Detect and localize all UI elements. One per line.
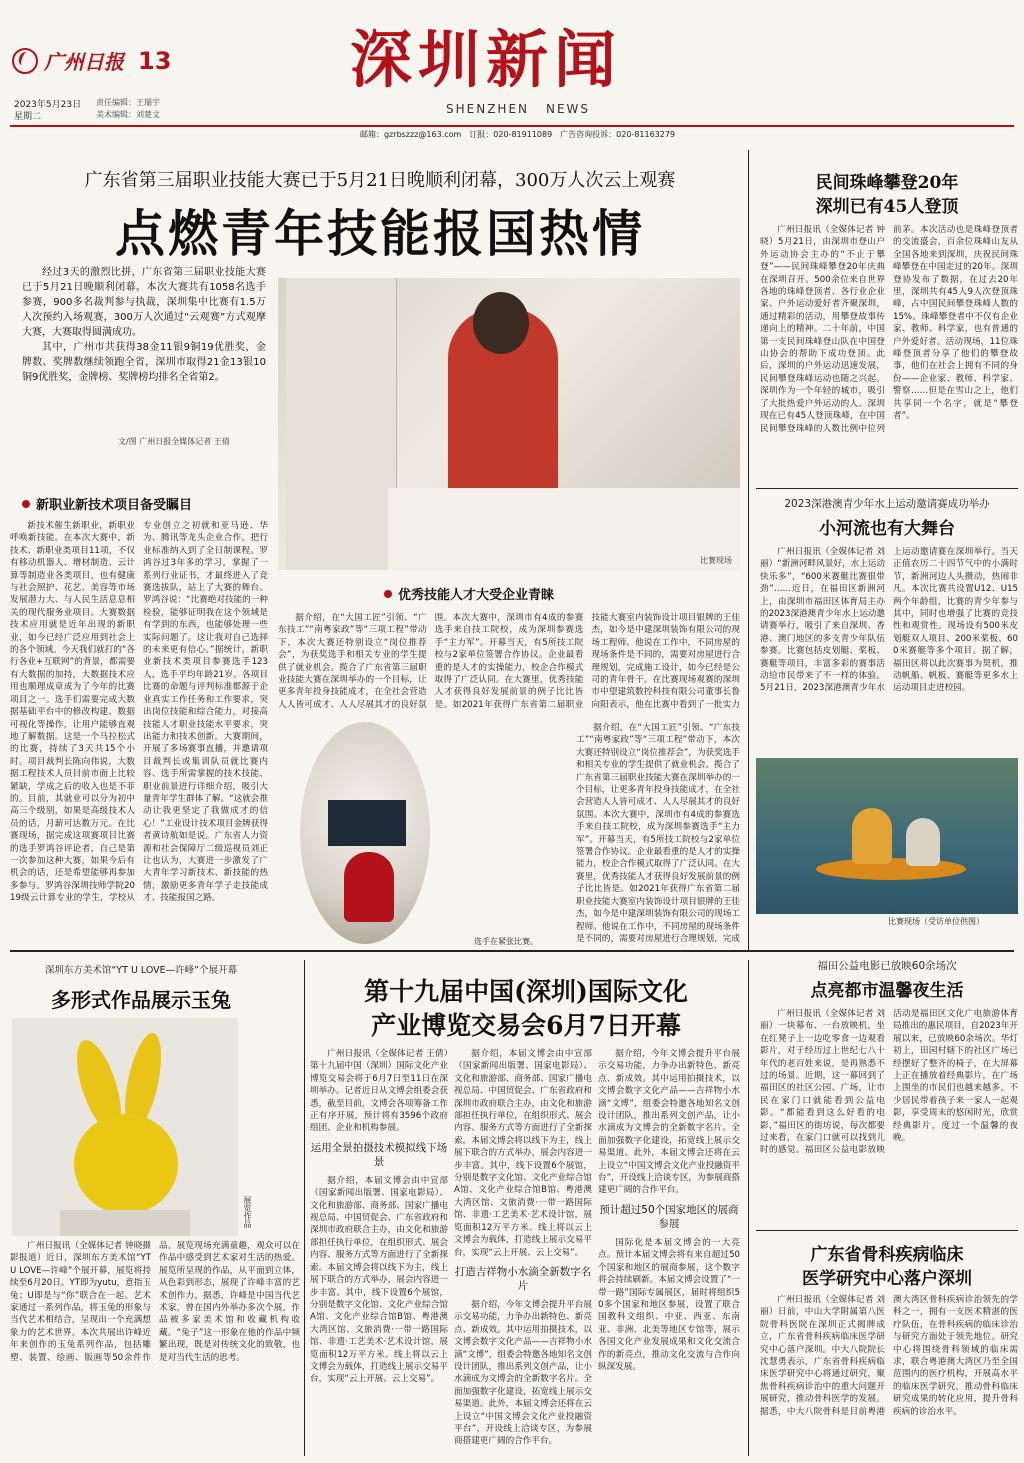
- right-divider-1: [756, 488, 1018, 489]
- center-body-col1: 广州日报讯（全媒体记者 王倩）第十九届中国（深圳）国际文化产业博览交易会将于6月7日至11日在深圳举办。记者近日从文博会组委会获悉，截至目前，文博会各项筹备工作正有序开展，预计将有3596个政府组团、企业和机构参展。 运用全景拍摄技术模拟线下场景 据介绍，本届文博会由中宣部（国家新闻出版署、国家电影局）、文化和旅游部、商务部、国家广播电视总局、中国贸促会、广东省政府和深圳市政府联合主办，由文化和旅游部担任执行单位，在组织形式、展会内容、服务方式等方面进行了全新探索。本届文博会将以线下为主，线上展下联合的方式举办，展会内容进一步丰富。其中，线下设置6个展馆，分别是数字文化馆、文化产业综合馆A馆、文化产业综合馆B馆、粤港澳大湾区馆、文旅消费·一带一路国际馆、非遗·工艺美术·艺术设计馆，展览面积12万平方米。线上将以云上文博会为载体，打造线上展示交易平台，实现“云上开展、云上交易”。: [310, 1049, 448, 1385]
- designer-credit: 美术编辑：刘楚文: [96, 110, 160, 119]
- contact-line: 邮箱：gzrbszzz@163.com 订报：020-81911089 广告咨询投诉：020-81163279: [360, 130, 676, 139]
- monitor-shape: [328, 800, 406, 846]
- bullet-dot-icon: [384, 590, 392, 598]
- main-headline: 点燃青年技能报国热情: [115, 204, 645, 263]
- main-byline: 文/图 广州日报全媒体记者 王倩: [118, 437, 230, 446]
- editor-credit: 责任编辑：王瑞宇: [96, 98, 160, 107]
- page-number: 13: [138, 47, 172, 75]
- second-photo-caption: 选手在紧张比赛。: [474, 937, 538, 946]
- column-divider: [748, 150, 749, 950]
- right-headline-2: 深圳已有45人登顶: [815, 197, 959, 217]
- second-photo: [300, 722, 430, 944]
- main-kicker: 广东省第三届职业技能大赛已于5月21日晚顺利闭幕，300万人次云上观赛: [84, 170, 676, 191]
- masthead: [0, 0, 1024, 150]
- page-divider: [10, 950, 1014, 952]
- rabbit-head: [74, 1114, 178, 1214]
- bottom-divider-left: [304, 960, 305, 1456]
- main-lead-p2: 其中，广州市共获得38金11银9铜19优胜奖，金牌数、奖牌数继续领跑全省，深圳市取得21金13银10铜9优胜奖，金牌榜、奖牌榜均排名全省第2。: [22, 342, 266, 383]
- worker-head: [473, 292, 529, 354]
- sec2-body-upper: 据介绍，在“大国工匠”引领、“广东技工”“南粤家政”等“三项工程”带动下，本次大赛还特别设立“岗位推荐会”，为获奖选手和相关专业的学生提供了就业机会。揽合了广东省第三届职业技能大赛在深圳举办的一个目标，让更多青年投身技能成才，在全社会营造人人皆可成才、人人尽展其才的良好氛围。本次大赛中，深圳市有4成的参赛选手来自技工院校，成为深圳参赛选手“主力军”。开幕当天，有5所技工院校与2家单位签署合作协议。企业最看重的是人才的实操能力，校企合作模式取得了广泛认同。在大赛里，优秀技能人才获得良好发展前景的例子比比皆是。如2021年获得广东省第二届职业技能大赛室内装饰设计项目银牌的王佳杰，如今是中建深圳装饰有限公司的现场工程师。他说在工作中，不同房屋的现场条件是不同的，需要对房屋进行合理规划，完成施工设计，如今已经是公司的青年骨干。在比赛现场观赛的深圳市中望建筑数控科技有限公司董事长鲁向阳表示，他在比赛中看到了一批实力: [278, 613, 740, 710]
- main-lead-p1: 经过3天的激烈比拼，广东省第三届职业技能大赛已于5月21日晚顺利闭幕。本次大赛共有1058名选手参赛，900多名裁判参与执裁，深圳集中比赛有1.5万人次预约入场观赛，300万人次通过“云观赛”方式观摩大赛，大赛取得圆满成功。: [22, 267, 266, 338]
- right-headline-3: 小河流也有大舞台: [819, 519, 955, 539]
- main-photo: [278, 278, 740, 570]
- center-headline-2: 产业博览交易会6月7日开幕: [371, 1011, 681, 1040]
- right-headline-4: 点亮都市温馨夜生活: [810, 981, 964, 1001]
- sec2-title: 优秀技能人才大受企业青睐: [384, 584, 554, 603]
- right-body-1: 广州日报讯（全媒体记者 钟晓）5月21日，由深圳市登山户外运动协会主办的“不止于攀登”——民间珠峰攀登20年庆典在深圳召开。500余位来自世界各地的珠峰登顶者、各行业企业家、户外运动爱好者齐聚深圳，通过精彩的活动，用攀登故事传递向上的精神。二十年前，中国第一支民间珠峰登山队在中国登山协会的帮助下成功登顶。此后，深圳的户外运动迅速发展，民间攀登珠峰运动也随之兴起。深圳作为一个年轻的城市，吸引了大批热爱户外运动的人。深圳现在已有45人登顶珠峰，在中国民间攀登珠峰的人数比例中位列前茅。本次活动也是珠峰登顶者的交流盛会，百余位珠峰山友从全国各地来到深圳，庆祝民间珠峰攀登在中国走过的20年。深圳登协发布了数据，在过去20年里，深圳共有45人9人次登顶珠峰，占中国民间攀登珠峰人数的15%。珠峰攀登者中不仅有企业家、教师、科学家，也有普通的户外爱好者。活动现场，11位珠峰登顶者分享了他们的攀登故事，他们在社会上拥有不同的身份——企业家、教师、科学家、警察……但是在雪山之上，他们共享同一个名字，就是“攀登者”。: [760, 225, 1018, 434]
- rower-figure-2: [906, 818, 940, 866]
- sec1-title: 新职业新技术项目备受瞩目: [22, 494, 192, 513]
- rowing-photo: [756, 758, 1018, 914]
- section-en-1: SHENZHEN: [446, 102, 530, 116]
- rabbit-pedestal: [60, 1210, 190, 1236]
- bottom-left-headline: 多形式作品展示玉兔: [51, 988, 231, 1012]
- right-headline-1: 民间珠峰攀登20年: [815, 173, 959, 193]
- fabric-table: [388, 488, 740, 570]
- sec1-body: 新技术催生新职业，新职业呼唤新技能。在本次大赛中，新技术、新职业类项目11项，不仅有移动机器人、增材制造、云计算等制造业各类项目，也有健康与社会照护、花艺、美容等市场发展潜力大、与人民生活息息相关的现代服务业项目。大赛数据技术应用就是近年出现的新职业，如今已经广泛应用到社会上的各个领域。今天我们就打的“各行各业+互联网”的背景，都需要有大数据的加持，大数据技术应用也顺理成章成为了今年的比赛项目之一。选手们需要完成大数据基础平台中的修改构建、数据可视化等操作，让用户能够直观地了解数据。这是一个马拉松式的比赛，持续了3天共15个小时。项目裁判长陈向伟说，大数据工程技术人员目前市面上比较紧缺，学成之后的收入也是不菲的。目前，其就业可以分为初中高三个级别，如果是高级技术人员的话，月薪可达数万元。在比赛现场，据完成这项赛项目比赛的选手罗鸿谷评论者，自己是第一次参加这种大赛，如果今后有机会的话，还是希望能够再参加多参与。罗鸿谷深圳技师学院2019级云计算专业的学生，学校从专业创立之初就和亚马逊、华为、腾讯等龙头企业合作，把行业标准纳入到了全日制课程。罗鸿谷过3年多的学习，掌握了一系列行业证书，才最终进入了竞赛选拔队，站上了大赛的舞台。罗鸿谷说：“比赛绝对技能的一种检验，能够证明我在这个领域是有学到的东西，也能够处理一些实际问题了。这让我对自己选择的未来更有信心。”据统计，新职业新技术类项目参赛选手123人，选手平均年龄21岁。各项目比赛的命题与评判标准都源于企业真实工作任务和工作要求，突出岗位技能和综合能力，对接高技能人才职业技能水平要求，突出能力和技术创新。大赛期间，开展了多场赛事直播，并邀请项目裁判长或集训队员就比赛内容、选手所需掌握的技术技能、职业前景进行详细介绍，吸引大量青年学生群体了解。“这就会推动让我更坚定了我做成才的信心！”工业设计技术项目金牌获得者黄诗航如是说。广东省人力资源和社会保障厅二级巡视员刘正让也认为，大赛进一步激发了广大青年学习新技术、新技能的热情，激励更多青年学子走技能成才、技能报国之路。: [10, 521, 268, 904]
- bottom-left-body: 广州日报讯（全媒体记者 钟晓摄影报道）近日，深圳东方美术馆“YT U LOVE—许峰”个展开幕，展览将持续至6月20日。YT即为yutu，意指玉兔；U即是与“你”联合在一起。艺术家通过一系列作品，将玉兔的形象与当代艺术相结合，呈现出一个充满想象力的艺术世界。本次共展出许峰近年来创作的玉兔系列作品，包括雕塑、装置、绘画、版画等50余件作品。展览现场充满童趣，观众可以在作品中感受到艺术家对生活的热爱。展览所呈现的作品，从平面到立体，从色彩到形态，展现了许峰丰富的艺术创作力。据悉，许峰是中国当代艺术家，曾在国内外举办多次个展，作品被多家美术馆和收藏机构收藏。“兔子”这一形象在他的作品中频繁出现，既是对传统文化的致敬，也是对当代生活的思考。: [10, 1241, 300, 1363]
- right-body-3: 广州日报讯（全媒体记者 刘丽）一块幕布、一台放映机，坐在红凳子上一边吃零食一边观看影片，对于经历过上世纪七八十年代的老百姓来说，是再熟悉不过的场景。近期，这一幕回到了福田区的社区公园、广场，让市民在家门口就能看到公益电影。“都能看到这么好看的电影，”福田区的街坊说，每次都要过来看，在家门口就可以找到儿时的感觉。福田区公益电影放映活动是福田区文化广电旅游体育局推出的惠民项目，自2023年开展以来，已放映60余场次。华灯初上，田园村辖下的社区广场已经摆好了整齐的椅子，在大屏幕上正在播放着经典影片，在广场上围坐的市民们也越来越多，不少居民带着孩子来一家人一起观影，享受周末的悠闲时光，欣赏经典影片，度过一个温馨的夜晚。: [760, 1009, 1018, 1156]
- right-divider-2: [756, 1230, 1018, 1231]
- right-kicker-3: 福田公益电影已放映60余场次: [817, 960, 957, 972]
- issue-weekday: 星期二: [14, 112, 42, 122]
- right-body-4: 广州日报讯（全媒体记者 刘丽）日前，中山大学附属第八医院骨科医院在深圳正式揭牌成立，广东省骨科疾病临床医学研究中心落户深圳。中大八院院长沈慧勇表示，广东省骨科疾病临床医学研究中心将通过研究，聚焦骨科疾病诊治中的重大问题开展研究，推动骨科医学的发展。据悉，中大八院骨科是目前粤港澳大湾区骨科疾病诊治领先的学科之一，拥有一支医术精湛的医疗队伍，在骨科疾病的临床诊治与研究方面处于领先地位。研究中心将围绕骨科领域的临床需求，联合粤港澳大湾区乃至全国范围内的医疗机构，开展高水平的临床医学研究，推动骨科临床研究成果的转化应用，提升骨科疾病的诊治水平。: [760, 1295, 1018, 1417]
- issue-date: 2023年5月23日: [14, 100, 82, 110]
- main-lead: [22, 265, 266, 385]
- rowing-photo-caption: 比赛现场（受访单位供图）: [888, 917, 984, 926]
- masthead-divider: [10, 125, 1014, 127]
- right-headline-6: 医学研究中心落户深圳: [802, 1269, 972, 1289]
- right-body-2: 广州日报讯（全媒体记者 刘丽）“新洲河畔风景好，水上运动快乐多”，“600米赛艇比赛很带劲”……近日，在福田区新洲河上，由深圳市福田区体育局主办的2023深港澳青少年水上运动邀请赛举行，吸引了来自深圳、香港、澳门地区的多支青少年队伍参赛。比赛包括皮划艇、桨板、赛艇等项目，丰富多彩的赛事活动给市民带来了不一样的体验。5月21日，2023深港澳青少年水上运动邀请赛在深圳举行。当天正值农历二十四节气中的小满时节，新洲河边人头攒动，热闹非凡。本次比赛共设置U12、U15两个年龄组，比赛的青少年参与其中，同时也增强了比赛的竞技性和观赏性。现场设有500米皮划艇双人项目、200米桨板、600米赛艇等多个项目。据了解，福田区将以此次赛事为契机，推动帆船、帆板、赛艇等更多水上运动项目走进校园。: [760, 547, 1018, 694]
- contestant-figure: [344, 852, 394, 922]
- section-en-2: NEWS: [546, 102, 591, 116]
- center-sub-3: 预计超过50个国家地区的展商参展: [599, 1203, 739, 1230]
- rower-figure: [852, 808, 892, 864]
- mannequin-shape: [286, 278, 397, 570]
- center-headline-1: 第十九届中国(深圳)国际文化: [364, 977, 688, 1006]
- bottom-left-kicker: 深圳东方美术馆“YT U LOVE—许峰”个展开幕: [44, 965, 238, 976]
- bullet-dot-icon: [22, 500, 30, 508]
- sec2-body-lower: 据介绍，在“大国工匠”引领、“广东技工”“南粤家政”等“三项工程”带动下，本次大赛还特别设立“岗位推荐会”，为获奖选手和相关专业的学生提供了就业机会。揽合了广东省第三届职业技能大赛在深圳举办的一个目标，让更多青年投身技能成才，在全社会营造人人皆可成才、人人尽展其才的良好氛围。本次大赛中，深圳市有4成的参赛选手来自技工院校，成为深圳参赛选手“主力军”。开幕当天，有5所技工院校与2家单位签署合作协议。企业最看重的是人才的实操能力，校企合作模式取得了广泛认同。在大赛里，优秀技能人才获得良好发展前景的例子比比皆是。如2021年获得广东省第二届职业技能大赛室内装饰设计项目银牌的王佳杰，如今是中建深圳装饰有限公司的现场工程师。他说在工作中，不同房屋的现场条件是不同的，需要对房屋进行合理规划，完成: [576, 723, 740, 944]
- paper-name: 广州日报: [44, 50, 124, 74]
- paper-logo: [12, 46, 124, 75]
- center-sub-1: 运用全景拍摄技术模拟线下场景: [310, 1141, 448, 1168]
- center-body-col2: 据介绍，本届文博会由中宣部（国家新闻出版署、国家电影局）、文化和旅游部、商务部、国家广播电视总局、中国贸促会、广东省政府和深圳市政府联合主办，由文化和旅游部担任执行单位，在组织形式、展会内容、服务方式等方面进行了全新探索。本届文博会将以线下为主，线上展下联合的方式举办，展会内容进一步丰富。其中，线下设置6个展馆，分别是数字文化馆、文化产业综合馆A馆、文化产业综合馆B馆、粤港澳大湾区馆、文旅消费·一带一路国际馆、非遗·工艺美术·艺术设计馆，展览面积12万平方米。线上将以云上文博会为载体，打造线上展示交易平台，实现“云上开展、云上交易”。 打造吉祥物小水滴全新数字名片 据介绍，今年文博会提升平台展示交易功能，力争办出新特色、新亮点、新成效。其中运用拍摄技术，以文博会数字文化产品——吉祥物小水滴“文博”，组委会特邀各地知名文创设计团队，推出系列文创产品，让小水滴成为文博会的全新数字名片。全面加强数字化建设，拓宽线上展示交易渠道。此外，本届文博会还将在云上设立“中国文博会文化产业投融资平台”，开设线上洽谈专区，为参展商搭建更广阔的合作平台。: [454, 1049, 592, 1447]
- rabbit-sculpture-photo: [12, 1018, 238, 1236]
- center-sub-2: 打造吉祥物小水滴全新数字名片: [454, 1265, 592, 1292]
- right-kicker-2: 2023深港澳青少年水上运动邀请赛成功举办: [784, 498, 990, 510]
- rabbit-photo-caption: 展览作品: [243, 1196, 252, 1228]
- section-title: 深圳新闻: [350, 23, 623, 96]
- paper-logo-icon: [12, 48, 38, 74]
- main-photo-caption: 比赛现场: [700, 556, 732, 565]
- right-headline-5: 广东省骨科疾病临床: [810, 1245, 964, 1265]
- bottom-divider-right: [748, 960, 749, 1456]
- center-body-col3: 据介绍，今年文博会提升平台展示交易功能，力争办出新特色、新亮点、新成效。其中运用拍摄技术，以文博会数字文化产品——吉祥物小水滴“文博”，组委会特邀各地知名文创设计团队，推出系列文创产品，让小水滴成为文博会的全新数字名片。全面加强数字化建设，拓宽线上展示交易渠道。此外，本届文博会还将在云上设立“中国文博会文化产业投融资平台”，开设线上洽谈专区，为参展商搭建更广阔的合作平台。 预计超过50个国家地区的展商参展 国际化是本届文博会的一大亮点。预计本届文博会将有来自超过50个国家和地区的展商参展，这个数字将会持续刷新。本届文博会设置了“一带一路”国际专属展区，届时将组织50多个国家和地区参展，设置了联合国教科文组织、中亚、西亚、东南亚、非洲、北美等地区专馆等，展示各国文化产业发展成果和文化交流合作的新亮点，推动文化交流与合作向纵深发展。: [598, 1049, 740, 1372]
